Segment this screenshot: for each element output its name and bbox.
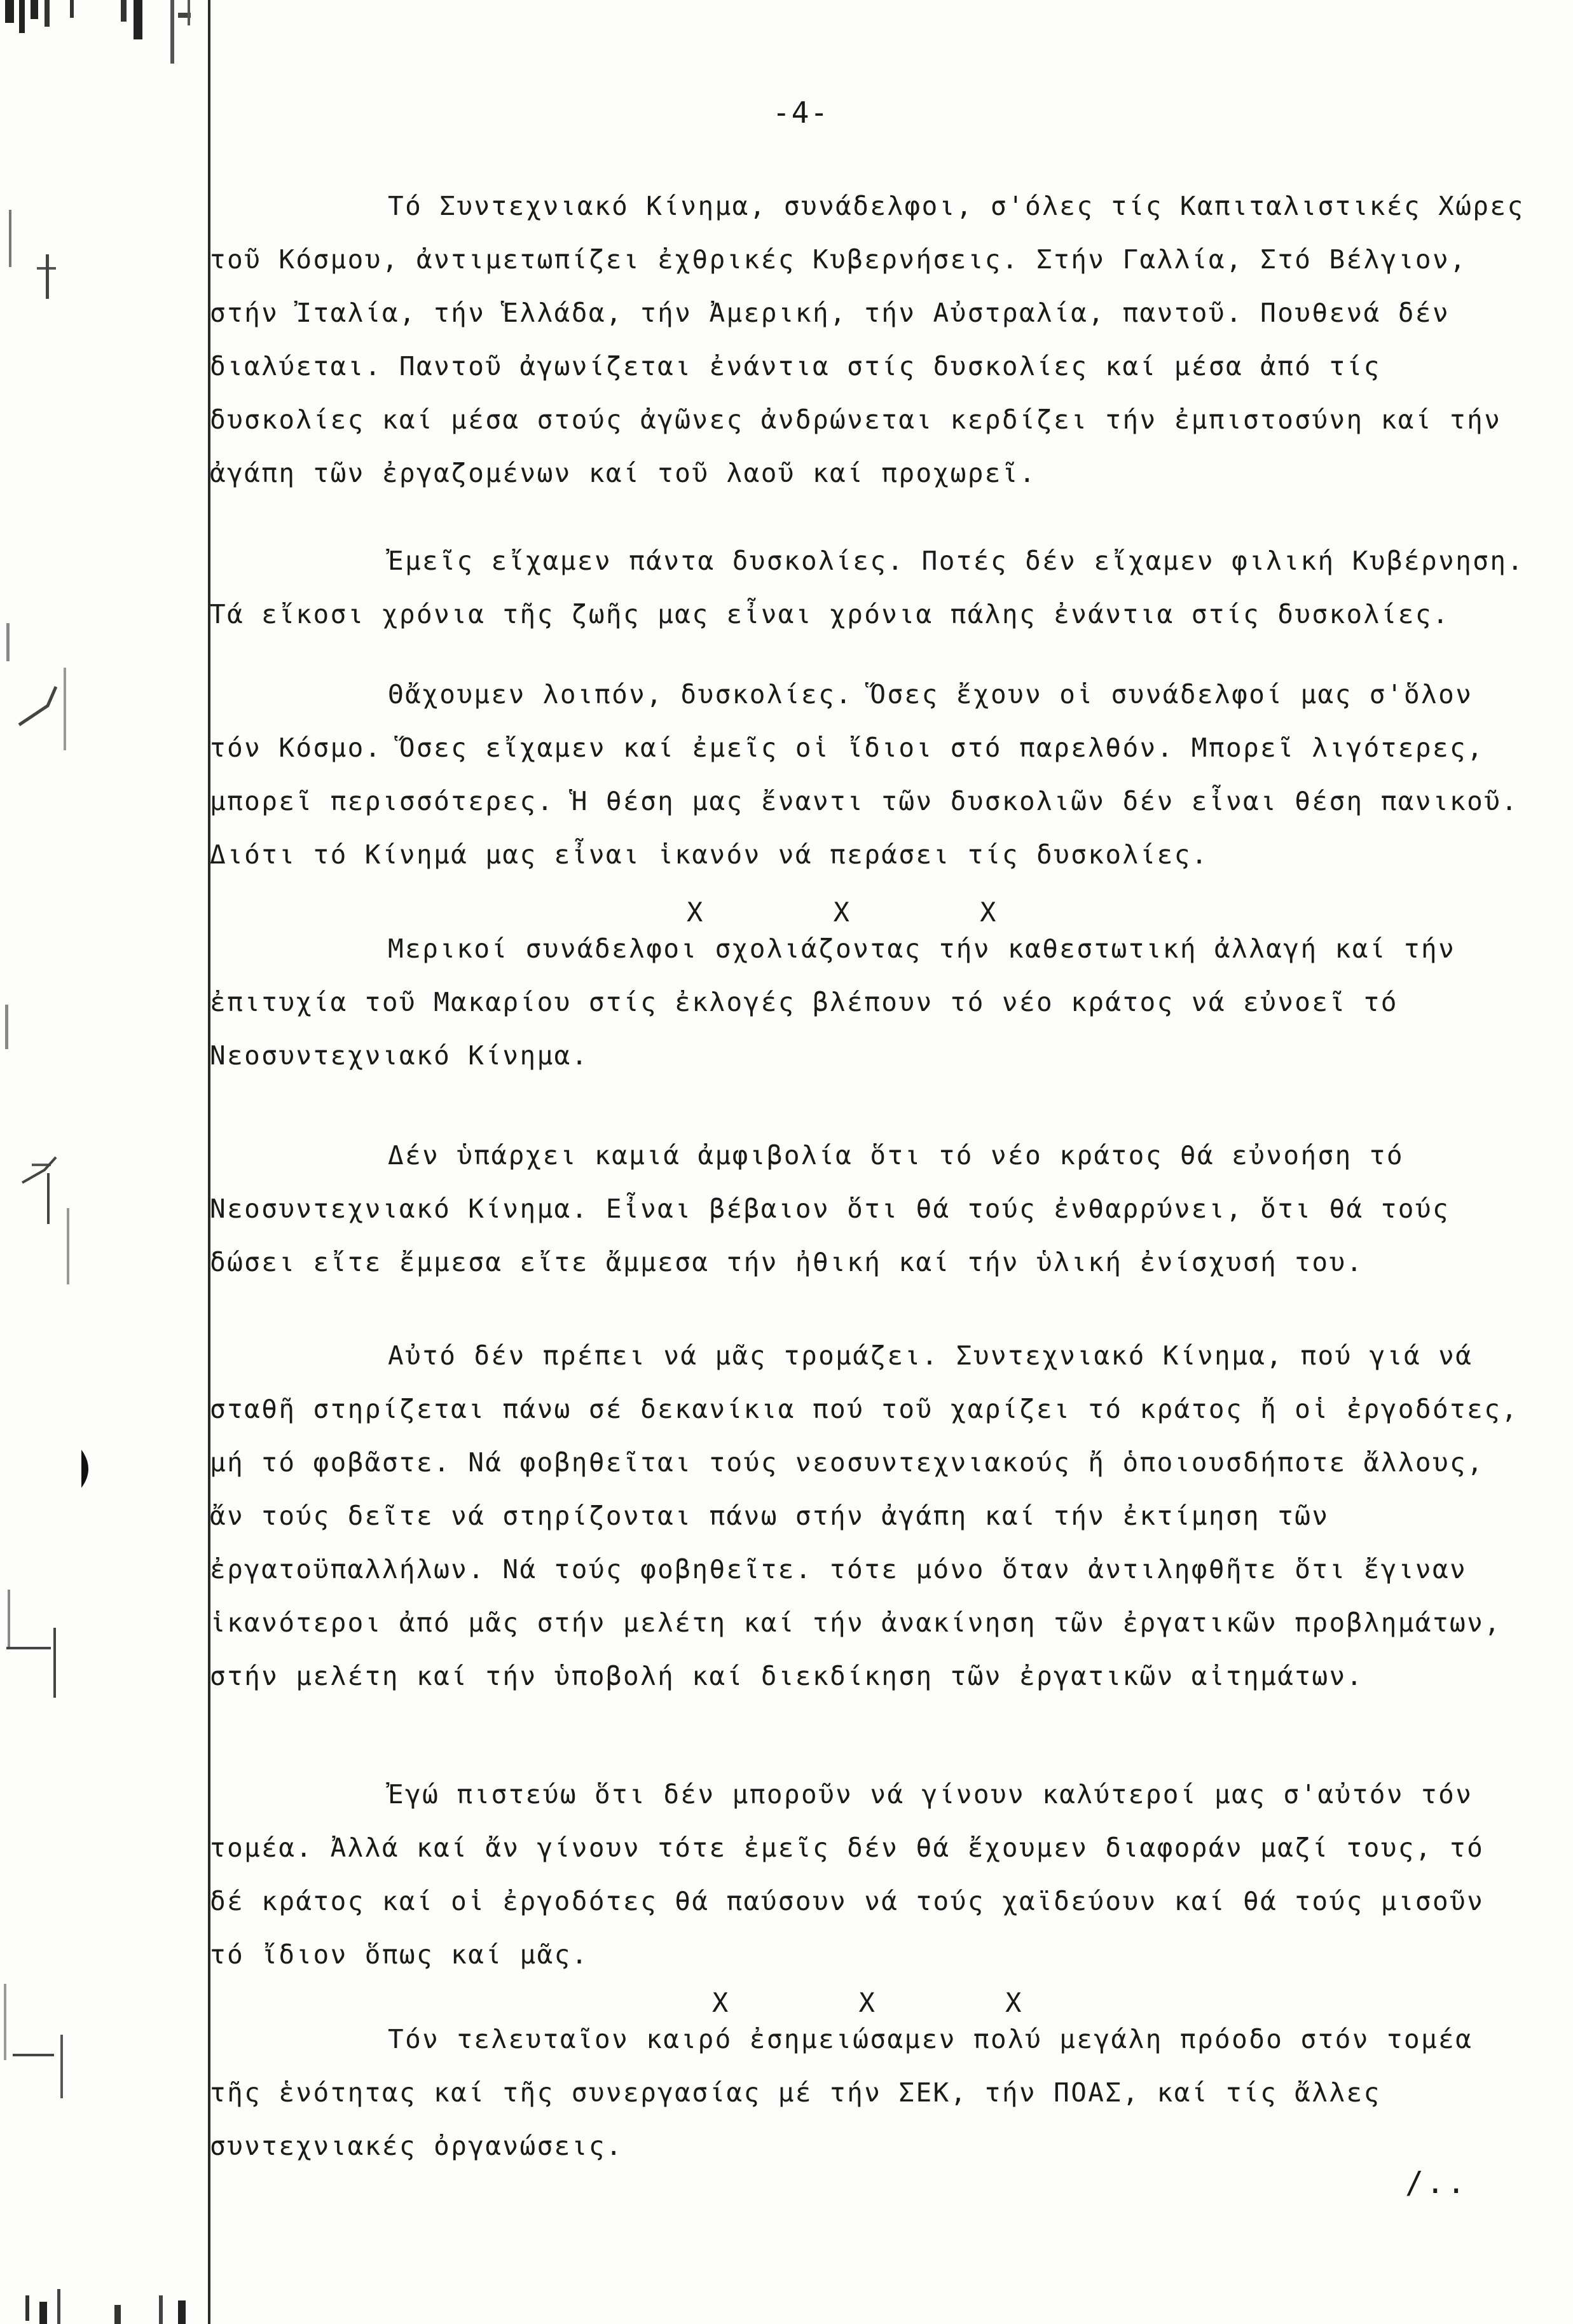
continuation-mark: /.. <box>1405 2165 1468 2201</box>
paragraph-6: Αὐτό δέν πρέπει νά μᾶς τρομάζει. Συντεχνιακό Κίνημα, πού γιά νά σταθῆ στηρίζεται πάνω σέ δεκανίκια πού τοῦ χαρίζει τό κράτος ἤ οἱ ἐργοδότες, μή τό φοβᾶστε. Νά φοβηθεῖται τούς νεοσυντεχνιακούς ἤ ὁποιουσδήποτε ἄλλους, ἄν τούς δεῖτε νά στηρίζονται πάνω στήν ἀγάπη καί τήν ἐκτίμηση τῶν ἐργατοϋπαλλήλων. Νά τούς φοβηθεῖτε. τότε μόνο ὅταν ἀντιληφθῆτε ὅτι ἔγιναν ἱκανότεροι ἀπό μᾶς στήν μελέτη καί τήν ἀνακίνηση τῶν ἐργατικῶν προβλημάτων, στήν μελέτη καί τήν ὑποβολή καί διεκδίκηση τῶν ἐργατικῶν αἰτημάτων. <box>210 1340 1536 1691</box>
paragraph-2: Ἐμεῖς εἴχαμεν πάντα δυσκολίες. Ποτές δέν εἴχαμεν φιλική Κυβέρνηση. Τά εἴκοσι χρόνια τῆς ζωῆς μας εἶναι χρόνια πάλης ἐνάντια στίς δυσκολίες. <box>210 546 1542 629</box>
paragraph-3: Θἄχουμεν λοιπόν, δυσκολίες. Ὅσες ἔχουν οἱ συνάδελφοί μας σ'ὅλον τόν Κόσμο. Ὅσες εἴχαμεν καί ἐμεῖς οἱ ἴδιοι στό παρελθόν. Μπορεῖ λιγότερες, μπορεῖ περισσότερες. Ἡ θέση μας ἔναντι τῶν δυσκολιῶν δέν εἶναι θέση πανικοῦ. Διότι τό Κίνημά μας εἶναι ἱκανόν νά περάσει τίς δυσκολίες. <box>210 679 1536 870</box>
paragraph-5: Δέν ὑπάρχει καμιά ἀμφιβολία ὅτι τό νέο κράτος θά εὐνοήση τό Νεοσυντεχνιακό Κίνημα. Εἶναι βέβαιον ὅτι θά τούς ἐνθαρρύνει, ὅτι θά τούς δώσει εἴτε ἔμμεσα εἴτε ἄμμεσα τήν ἠθική καί τήν ὑλική ἐνίσχυσή του. <box>210 1140 1467 1277</box>
scan-edge-artifacts <box>0 0 210 2324</box>
paragraph-4: Μερικοί συνάδελφοι σχολιάζοντας τήν καθεστωτική ἀλλαγή καί τήν ἐπιτυχία τοῦ Μακαρίου στίς ἐκλογές βλέπουν τό νέο κράτος νά εὐνοεῖ τό Νεοσυντεχνιακό Κίνημα. <box>210 933 1473 1071</box>
paragraph-7: Ἐγώ πιστεύω ὅτι δέν μποροῦν νά γίνουν καλύτεροί μας σ'αὐτόν τόν τομέα. Ἀλλά καί ἄν γίνουν τότε ἐμεῖς δέν θά ἔχουμεν διαφοράν μαζί τους, τό δέ κράτος καί οἱ ἐργοδότες θά παύσουν νά τούς χαϊδεύουν καί θά τούς μισοῦν τό ἴδιον ὅπως καί μᾶς. <box>210 1779 1502 1970</box>
section-separator-1: X X X <box>687 897 1054 928</box>
paragraph-8: Τόν τελευταῖον καιρό ἐσημειώσαμεν πολύ μεγάλη πρόοδο στόν τομέα τῆς ἑνότητας καί τῆς συνεργασίας μέ τήν ΣΕΚ, τήν ΠΟΑΣ, καί τίς ἄλλες συντεχνιακές ὀργανώσεις. <box>210 2024 1490 2161</box>
paragraph-1: Τό Συντεχνιακό Κίνημα, συνάδελφοι, σ'όλες τίς Καπιταλιστικές Χώρες τοῦ Κόσμου, ἀντιμετωπίζει ἐχθρικές Κυβερνήσεις. Στήν Γαλλία, Στό Βέλγιον, στήν Ἰταλία, τήν Ἑλλάδα, τήν Ἀμερική, τήν Αὐστραλία, παντοῦ. Πουθενά δέν διαλύεται. Παντοῦ ἀγωνίζεται ἐνάντια στίς δυσκολίες καί μέσα ἀπό τίς δυσκολίες καί μέσα στούς ἀγῶνες ἀνδρώνεται κερδίζει τήν ἐμπιστοσύνη καί τήν ἀγάπη τῶν ἐργαζομένων καί τοῦ λαοῦ καί προχωρεῖ. <box>210 191 1542 488</box>
page-number: -4- <box>773 95 830 130</box>
section-separator-2: X X X <box>712 1987 1079 2018</box>
